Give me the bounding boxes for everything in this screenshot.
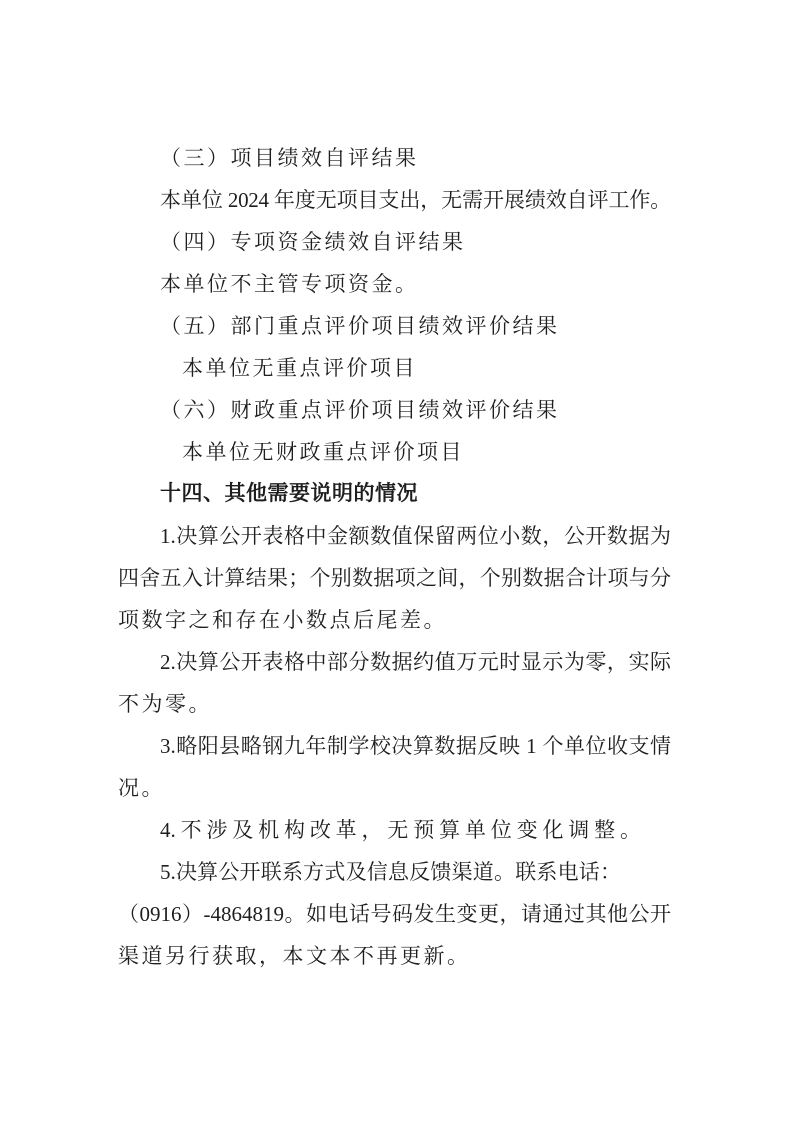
body-text-line: 本单位无重点评价项目 (182, 356, 417, 380)
body-text-line: 本单位不主管专项资金。 (160, 272, 419, 296)
subsection-heading-finance-key-eval: （六）财政重点评价项目绩效评价结果 (160, 398, 560, 422)
section-heading-other-notes: 十四、其他需要说明的情况 (160, 482, 418, 505)
body-text-line: 项数字之和存在小数点后尾差。 (118, 608, 447, 632)
body-text-line: 不为零。 (118, 692, 212, 716)
body-text-line: 本单位 2024 年度无项目支出，无需开展绩效自评工作。 (160, 188, 671, 212)
subsection-heading-project-self-eval: （三）项目绩效自评结果 (160, 146, 419, 170)
body-text-line: 2.决算公开表格中部分数据约值万元时显示为零，实际 (160, 650, 671, 674)
body-text-line: 4.不涉及机构改革，无预算单位变化调整。 (160, 818, 641, 842)
subsection-heading-dept-key-eval: （五）部门重点评价项目绩效评价结果 (160, 314, 560, 338)
body-text-line: 1.决算公开表格中金额数值保留两位小数，公开数据为 (160, 524, 671, 548)
body-text-line: 四舍五入计算结果；个别数据项之间，个别数据合计项与分 (118, 566, 671, 590)
body-text-line: 渠道另行获取，本文本不再更新。 (118, 944, 471, 968)
body-text-line: 况。 (118, 776, 165, 800)
body-text-line: 本单位无财政重点评价项目 (182, 440, 464, 464)
subsection-heading-special-funds: （四）专项资金绩效自评结果 (160, 230, 466, 254)
body-text-line: 3.略阳县略钢九年制学校决算数据反映 1 个单位收支情 (160, 734, 671, 758)
body-text-line-contact: 5.决算公开联系方式及信息反馈渠道。联系电话： (160, 860, 621, 884)
document-body (118, 137, 671, 977)
body-text-line-phone: （0916）-4864819。如电话号码发生变更，请通过其他公开 (118, 902, 671, 926)
